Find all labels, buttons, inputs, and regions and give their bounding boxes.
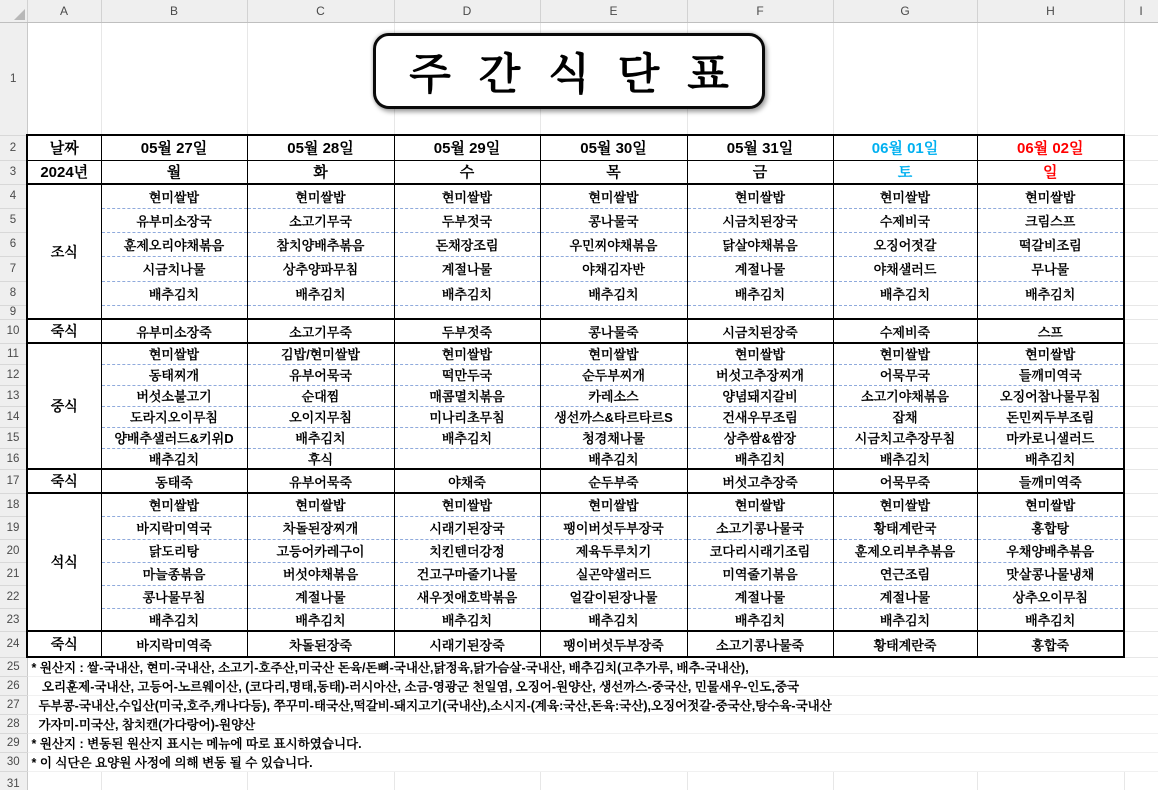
footnote-line-3[interactable]: 두부콩-국내산,수입산(미국,호주,캐나다등), 쭈꾸미-태국산,떡갈비-돼지고기(국내산),소시지-(계육:국산,돈육:국산),오징어젓갈-중국산,탕수육-국내산: [27, 696, 1158, 715]
cell-E12[interactable]: 순두부찌개: [540, 364, 687, 385]
cell-E24[interactable]: 팽이버섯두부장죽: [540, 631, 687, 657]
cell-G22[interactable]: 계절나물: [833, 585, 977, 608]
cell-F4[interactable]: 현미쌀밥: [687, 184, 833, 208]
cell-F21[interactable]: 미역줄기볶음: [687, 562, 833, 585]
cell-E23[interactable]: 배추김치: [540, 608, 687, 631]
cell-C19[interactable]: 차돌된장찌개: [247, 516, 394, 539]
cell-C10[interactable]: 소고기무죽: [247, 319, 394, 343]
cell-D17[interactable]: 야채죽: [394, 469, 540, 493]
cell-C11[interactable]: 김밥/현미쌀밥: [247, 343, 394, 364]
cell-B16[interactable]: 배추김치: [101, 448, 247, 469]
cell-F13[interactable]: 양념돼지갈비: [687, 385, 833, 406]
cell-H21[interactable]: 맛살콩나물냉채: [977, 562, 1124, 585]
cell-D24[interactable]: 시래기된장죽: [394, 631, 540, 657]
day-header-5[interactable]: 금: [687, 160, 833, 184]
row-header-11[interactable]: 11: [0, 343, 27, 364]
cell-H7[interactable]: 무나물: [977, 256, 1124, 281]
cell-H9[interactable]: [977, 305, 1124, 319]
cell-D20[interactable]: 치킨텐더강정: [394, 539, 540, 562]
cell-H6[interactable]: 떡갈비조림: [977, 232, 1124, 256]
day-header-7[interactable]: 일: [977, 160, 1124, 184]
cell-I6[interactable]: [1124, 232, 1158, 256]
cell-F11[interactable]: 현미쌀밥: [687, 343, 833, 364]
cell-G17[interactable]: 어묵무죽: [833, 469, 977, 493]
cell-F18[interactable]: 현미쌀밥: [687, 493, 833, 516]
row-header-19[interactable]: 19: [0, 516, 27, 539]
cell-F8[interactable]: 배추김치: [687, 281, 833, 305]
cell-F6[interactable]: 닭살야채볶음: [687, 232, 833, 256]
cell-H22[interactable]: 상추오이무침: [977, 585, 1124, 608]
cell-B4[interactable]: 현미쌀밥: [101, 184, 247, 208]
select-all-corner[interactable]: [0, 0, 27, 22]
footnote-line-2[interactable]: 오리훈제-국내산, 고등어-노르웨이산, (코다리,명태,동태)-러시아산, 소금-영광군 천일염, 오징어-원양산, 생선까스-중국산, 민물새우-인도,중국: [27, 677, 1158, 696]
cell-H17[interactable]: 들깨미역죽: [977, 469, 1124, 493]
column-header-D[interactable]: D: [394, 0, 540, 22]
cell-B15[interactable]: 양배추샐러드&키위D: [101, 427, 247, 448]
cell-G23[interactable]: 배추김치: [833, 608, 977, 631]
cell-D10[interactable]: 두부젓죽: [394, 319, 540, 343]
cell-E7[interactable]: 야채김자반: [540, 256, 687, 281]
cell-D8[interactable]: 배추김치: [394, 281, 540, 305]
cell-B6[interactable]: 훈제오리야채볶음: [101, 232, 247, 256]
cell-I8[interactable]: [1124, 281, 1158, 305]
cell-C7[interactable]: 상추양파무침: [247, 256, 394, 281]
column-header-C[interactable]: C: [247, 0, 394, 22]
row-header-18[interactable]: 18: [0, 493, 27, 516]
cell-I1[interactable]: [1124, 22, 1158, 135]
row-header-29[interactable]: 29: [0, 734, 27, 753]
cell-G4[interactable]: 현미쌀밥: [833, 184, 977, 208]
cell-G6[interactable]: 오징어젓갈: [833, 232, 977, 256]
row-header-31[interactable]: 31: [0, 772, 27, 790]
row-header-30[interactable]: 30: [0, 753, 27, 772]
cell-G16[interactable]: 배추김치: [833, 448, 977, 469]
cell-D5[interactable]: 두부젓국: [394, 208, 540, 232]
cell-F14[interactable]: 건새우무조림: [687, 406, 833, 427]
cell-G10[interactable]: 수제비죽: [833, 319, 977, 343]
cell-A1[interactable]: [27, 22, 101, 135]
cell-F17[interactable]: 버섯고추장죽: [687, 469, 833, 493]
cell-F23[interactable]: 배추김치: [687, 608, 833, 631]
row-header-22[interactable]: 22: [0, 585, 27, 608]
year-label-cell[interactable]: 2024년: [27, 160, 101, 184]
cell-C21[interactable]: 버섯야채볶음: [247, 562, 394, 585]
cell-C6[interactable]: 참치양배추볶음: [247, 232, 394, 256]
date-header-6[interactable]: 06월 01일: [833, 135, 977, 160]
cell-I2[interactable]: [1124, 135, 1158, 160]
cell-E13[interactable]: 카레소스: [540, 385, 687, 406]
cell-B10[interactable]: 유부미소장죽: [101, 319, 247, 343]
cell-B23[interactable]: 배추김치: [101, 608, 247, 631]
cell-H12[interactable]: 들깨미역국: [977, 364, 1124, 385]
row-header-14[interactable]: 14: [0, 406, 27, 427]
date-header-5[interactable]: 05월 31일: [687, 135, 833, 160]
row-header-23[interactable]: 23: [0, 608, 27, 631]
cell-C31[interactable]: [247, 772, 394, 790]
cell-H18[interactable]: 현미쌀밥: [977, 493, 1124, 516]
cell-I18[interactable]: [1124, 493, 1158, 516]
cell-G11[interactable]: 현미쌀밥: [833, 343, 977, 364]
cell-F7[interactable]: 계절나물: [687, 256, 833, 281]
cell-H31[interactable]: [977, 772, 1124, 790]
footnote-line-6[interactable]: * 이 식단은 요양원 사정에 의해 변동 될 수 있습니다.: [27, 753, 1158, 772]
cell-E6[interactable]: 우민찌야채볶음: [540, 232, 687, 256]
row-header-6[interactable]: 6: [0, 232, 27, 256]
cell-C14[interactable]: 오이지무침: [247, 406, 394, 427]
cell-C20[interactable]: 고등어카레구이: [247, 539, 394, 562]
column-header-B[interactable]: B: [101, 0, 247, 22]
cell-E22[interactable]: 얼갈이된장나물: [540, 585, 687, 608]
cell-H11[interactable]: 현미쌀밥: [977, 343, 1124, 364]
footnote-line-5[interactable]: * 원산지 : 변동된 원산지 표시는 메뉴에 따로 표시하였습니다.: [27, 734, 1158, 753]
row-header-21[interactable]: 21: [0, 562, 27, 585]
row-header-8[interactable]: 8: [0, 281, 27, 305]
cell-C5[interactable]: 소고기무국: [247, 208, 394, 232]
cell-E10[interactable]: 콩나물죽: [540, 319, 687, 343]
cell-D19[interactable]: 시래기된장국: [394, 516, 540, 539]
cell-I16[interactable]: [1124, 448, 1158, 469]
meal-label-breakfast[interactable]: 조식: [27, 184, 101, 319]
cell-F31[interactable]: [687, 772, 833, 790]
cell-D4[interactable]: 현미쌀밥: [394, 184, 540, 208]
cell-G12[interactable]: 어묵무국: [833, 364, 977, 385]
cell-D22[interactable]: 새우젓애호박볶음: [394, 585, 540, 608]
cell-F24[interactable]: 소고기콩나물죽: [687, 631, 833, 657]
column-header-A[interactable]: A: [27, 0, 101, 22]
cell-C4[interactable]: 현미쌀밥: [247, 184, 394, 208]
cell-D15[interactable]: 배추김치: [394, 427, 540, 448]
cell-A31[interactable]: [27, 772, 101, 790]
corner-triangle-icon: [14, 9, 25, 20]
cell-F12[interactable]: 버섯고추장찌개: [687, 364, 833, 385]
meal-label-lunch[interactable]: 중식: [27, 343, 101, 469]
cell-C13[interactable]: 순대찜: [247, 385, 394, 406]
footnote-line-1[interactable]: * 원산지 : 쌀-국내산, 현미-국내산, 소고기-호주산,미국산 돈육/돈뼈-국내산,닭정육,닭가슴살-국내산, 배추김치(고추가루, 배추-국내산),: [27, 657, 1158, 677]
cell-I19[interactable]: [1124, 516, 1158, 539]
cell-C9[interactable]: [247, 305, 394, 319]
cell-G19[interactable]: 황태계란국: [833, 516, 977, 539]
cell-C17[interactable]: 유부어묵죽: [247, 469, 394, 493]
cell-H5[interactable]: 크림스프: [977, 208, 1124, 232]
cell-D18[interactable]: 현미쌀밥: [394, 493, 540, 516]
cell-I21[interactable]: [1124, 562, 1158, 585]
cell-B21[interactable]: 마늘종볶음: [101, 562, 247, 585]
cell-C12[interactable]: 유부어묵국: [247, 364, 394, 385]
cell-B14[interactable]: 도라지오이무침: [101, 406, 247, 427]
cell-D21[interactable]: 건고구마줄기나물: [394, 562, 540, 585]
row-header-3[interactable]: 3: [0, 160, 27, 184]
page-title: 주 간 식 단 표: [409, 50, 737, 99]
cell-D31[interactable]: [394, 772, 540, 790]
row-header-13[interactable]: 13: [0, 385, 27, 406]
cell-F19[interactable]: 소고기콩나물국: [687, 516, 833, 539]
date-header-4[interactable]: 05월 30일: [540, 135, 687, 160]
meal-label-porridge-row17[interactable]: 죽식: [27, 469, 101, 493]
cell-I7[interactable]: [1124, 256, 1158, 281]
cell-G15[interactable]: 시금치고추장무침: [833, 427, 977, 448]
cell-I22[interactable]: [1124, 585, 1158, 608]
row-header-17[interactable]: 17: [0, 469, 27, 493]
cell-I12[interactable]: [1124, 364, 1158, 385]
cell-B13[interactable]: 버섯소불고기: [101, 385, 247, 406]
cell-D14[interactable]: 미나리초무침: [394, 406, 540, 427]
cell-I20[interactable]: [1124, 539, 1158, 562]
cell-H16[interactable]: 배추김치: [977, 448, 1124, 469]
row-header-12[interactable]: 12: [0, 364, 27, 385]
row-header-4[interactable]: 4: [0, 184, 27, 208]
cell-F22[interactable]: 계절나물: [687, 585, 833, 608]
row-header-26[interactable]: 26: [0, 677, 27, 696]
meal-label-porridge-row24[interactable]: 죽식: [27, 631, 101, 657]
cell-B17[interactable]: 동태죽: [101, 469, 247, 493]
cell-G20[interactable]: 훈제오리부추볶음: [833, 539, 977, 562]
cell-I14[interactable]: [1124, 406, 1158, 427]
cell-H24[interactable]: 홍합죽: [977, 631, 1124, 657]
cell-E16[interactable]: 배추김치: [540, 448, 687, 469]
cell-D23[interactable]: 배추김치: [394, 608, 540, 631]
cell-F9[interactable]: [687, 305, 833, 319]
cell-I5[interactable]: [1124, 208, 1158, 232]
cell-G9[interactable]: [833, 305, 977, 319]
cell-H10[interactable]: 스프: [977, 319, 1124, 343]
cell-E8[interactable]: 배추김치: [540, 281, 687, 305]
cell-H20[interactable]: 우채양배추볶음: [977, 539, 1124, 562]
row-header-25[interactable]: 25: [0, 657, 27, 677]
cell-B7[interactable]: 시금치나물: [101, 256, 247, 281]
row-header-10[interactable]: 10: [0, 319, 27, 343]
cell-D12[interactable]: 떡만두국: [394, 364, 540, 385]
row-header-5[interactable]: 5: [0, 208, 27, 232]
cell-H4[interactable]: 현미쌀밥: [977, 184, 1124, 208]
cell-G8[interactable]: 배추김치: [833, 281, 977, 305]
cell-C15[interactable]: 배추김치: [247, 427, 394, 448]
cell-B24[interactable]: 바지락미역죽: [101, 631, 247, 657]
cell-I17[interactable]: [1124, 469, 1158, 493]
cell-I13[interactable]: [1124, 385, 1158, 406]
cell-C16[interactable]: 후식: [247, 448, 394, 469]
cell-G14[interactable]: 잡채: [833, 406, 977, 427]
meal-label-dinner[interactable]: 석식: [27, 493, 101, 631]
cell-E15[interactable]: 청경채나물: [540, 427, 687, 448]
day-header-2[interactable]: 화: [247, 160, 394, 184]
cell-D9[interactable]: [394, 305, 540, 319]
column-header-H[interactable]: H: [977, 0, 1124, 22]
cell-B8[interactable]: 배추김치: [101, 281, 247, 305]
column-header-E[interactable]: E: [540, 0, 687, 22]
cell-C1[interactable]: [247, 22, 394, 135]
cell-C22[interactable]: 계절나물: [247, 585, 394, 608]
cell-E5[interactable]: 콩나물국: [540, 208, 687, 232]
cell-G18[interactable]: 현미쌀밥: [833, 493, 977, 516]
row-header-24[interactable]: 24: [0, 631, 27, 657]
cell-H19[interactable]: 홍합탕: [977, 516, 1124, 539]
cell-B1[interactable]: [101, 22, 247, 135]
cell-I23[interactable]: [1124, 608, 1158, 631]
meal-label-porridge-row10[interactable]: 죽식: [27, 319, 101, 343]
cell-D16[interactable]: [394, 448, 540, 469]
cell-H13[interactable]: 오징어참나물무침: [977, 385, 1124, 406]
cell-E17[interactable]: 순두부죽: [540, 469, 687, 493]
cell-C18[interactable]: 현미쌀밥: [247, 493, 394, 516]
cell-B5[interactable]: 유부미소장국: [101, 208, 247, 232]
day-header-4[interactable]: 목: [540, 160, 687, 184]
cell-H15[interactable]: 마카로니샐러드: [977, 427, 1124, 448]
cell-G5[interactable]: 수제비국: [833, 208, 977, 232]
cell-I9[interactable]: [1124, 305, 1158, 319]
cell-E4[interactable]: 현미쌀밥: [540, 184, 687, 208]
cell-B11[interactable]: 현미쌀밥: [101, 343, 247, 364]
cell-G24[interactable]: 황태계란죽: [833, 631, 977, 657]
cell-G7[interactable]: 야채샐러드: [833, 256, 977, 281]
column-header-F[interactable]: F: [687, 0, 833, 22]
cell-I11[interactable]: [1124, 343, 1158, 364]
cell-D13[interactable]: 매콤멸치볶음: [394, 385, 540, 406]
row-header-7[interactable]: 7: [0, 256, 27, 281]
cell-C8[interactable]: 배추김치: [247, 281, 394, 305]
cell-B19[interactable]: 바지락미역국: [101, 516, 247, 539]
cell-B20[interactable]: 닭도리탕: [101, 539, 247, 562]
row-header-20[interactable]: 20: [0, 539, 27, 562]
cell-I24[interactable]: [1124, 631, 1158, 657]
cell-C24[interactable]: 차돌된장죽: [247, 631, 394, 657]
cell-F10[interactable]: 시금치된장죽: [687, 319, 833, 343]
date-label-cell[interactable]: 날짜: [27, 135, 101, 160]
cell-G21[interactable]: 연근조림: [833, 562, 977, 585]
cell-G31[interactable]: [833, 772, 977, 790]
cell-H8[interactable]: 배추김치: [977, 281, 1124, 305]
cell-I31[interactable]: [1124, 772, 1158, 790]
day-header-3[interactable]: 수: [394, 160, 540, 184]
date-header-3[interactable]: 05월 29일: [394, 135, 540, 160]
row-header-16[interactable]: 16: [0, 448, 27, 469]
date-header-1[interactable]: 05월 27일: [101, 135, 247, 160]
row-header-9[interactable]: 9: [0, 305, 27, 319]
cell-F16[interactable]: 배추김치: [687, 448, 833, 469]
row-header-27[interactable]: 27: [0, 696, 27, 715]
column-header-G[interactable]: G: [833, 0, 977, 22]
column-header-I[interactable]: I: [1124, 0, 1158, 22]
cell-D7[interactable]: 계절나물: [394, 256, 540, 281]
cell-B31[interactable]: [101, 772, 247, 790]
cell-B12[interactable]: 동태찌개: [101, 364, 247, 385]
cell-B9[interactable]: [101, 305, 247, 319]
cell-I15[interactable]: [1124, 427, 1158, 448]
cell-H23[interactable]: 배추김치: [977, 608, 1124, 631]
cell-H14[interactable]: 돈민찌두부조림: [977, 406, 1124, 427]
cell-D11[interactable]: 현미쌀밥: [394, 343, 540, 364]
footnote-line-4[interactable]: 가자미-미국산, 참치캔(가다랑어)-원양산: [27, 715, 1158, 734]
row-header-15[interactable]: 15: [0, 427, 27, 448]
cell-G13[interactable]: 소고기야채볶음: [833, 385, 977, 406]
cell-F15[interactable]: 상추쌈&쌈장: [687, 427, 833, 448]
cell-G1[interactable]: [833, 22, 977, 135]
day-header-6[interactable]: 토: [833, 160, 977, 184]
cell-F20[interactable]: 코다리시래기조림: [687, 539, 833, 562]
cell-F5[interactable]: 시금치된장국: [687, 208, 833, 232]
cell-E31[interactable]: [540, 772, 687, 790]
cell-E21[interactable]: 실곤약샐러드: [540, 562, 687, 585]
cell-I10[interactable]: [1124, 319, 1158, 343]
cell-E19[interactable]: 팽이버섯두부장국: [540, 516, 687, 539]
cell-E9[interactable]: [540, 305, 687, 319]
row-header-2[interactable]: 2: [0, 135, 27, 160]
cell-H1[interactable]: [977, 22, 1124, 135]
cell-E20[interactable]: 제육두루치기: [540, 539, 687, 562]
cell-B22[interactable]: 콩나물무침: [101, 585, 247, 608]
cell-D6[interactable]: 돈채장조림: [394, 232, 540, 256]
cell-I4[interactable]: [1124, 184, 1158, 208]
cell-B18[interactable]: 현미쌀밥: [101, 493, 247, 516]
cell-E18[interactable]: 현미쌀밥: [540, 493, 687, 516]
day-header-1[interactable]: 월: [101, 160, 247, 184]
date-header-7[interactable]: 06월 02일: [977, 135, 1124, 160]
cell-I3[interactable]: [1124, 160, 1158, 184]
row-header-28[interactable]: 28: [0, 715, 27, 734]
cell-E11[interactable]: 현미쌀밥: [540, 343, 687, 364]
row-header-1[interactable]: 1: [0, 22, 27, 135]
date-header-2[interactable]: 05월 28일: [247, 135, 394, 160]
cell-C23[interactable]: 배추김치: [247, 608, 394, 631]
cell-E14[interactable]: 생선까스&타르타르S: [540, 406, 687, 427]
title-box: [373, 33, 765, 109]
